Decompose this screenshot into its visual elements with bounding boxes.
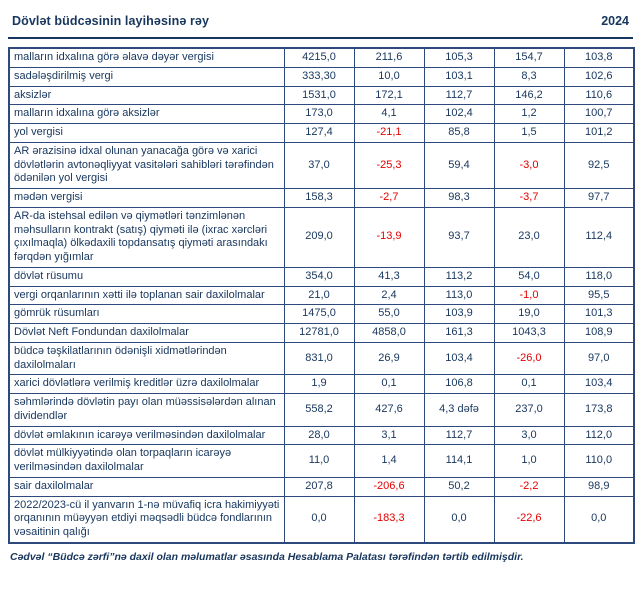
row-value: 85,8	[424, 124, 494, 143]
table-row	[9, 305, 634, 324]
row-label: malların idxalına görə aksizlər	[9, 105, 284, 124]
row-value: 106,8	[424, 375, 494, 394]
row-value: 207,8	[284, 477, 354, 496]
row-value: 112,0	[564, 426, 634, 445]
row-value: 172,1	[354, 86, 424, 105]
row-value: -26,0	[494, 342, 564, 375]
row-value: 1,5	[494, 124, 564, 143]
table-row	[9, 207, 634, 267]
page-title: Dövlət büdcəsinin layihəsinə rəy	[12, 14, 210, 28]
row-value: -3,7	[494, 189, 564, 208]
row-value: 98,9	[564, 477, 634, 496]
row-value: 1,4	[354, 445, 424, 478]
row-value: -3,0	[494, 142, 564, 188]
row-label: Dövlət Neft Fondundan daxilolmalar	[9, 324, 284, 343]
table-row	[9, 375, 634, 394]
row-value: 103,4	[424, 342, 494, 375]
row-value: 4,1	[354, 105, 424, 124]
table-row	[9, 394, 634, 427]
row-label: AR-da istehsal edilən və qiymətləri tənzimlənən məhsulların kontrakt (satış) qiyməti ilə (ixrac xərcləri çıxılmaqla) ölkədaxili topdansatış qiyməti arasındakı fərqdən yığımlar	[9, 207, 284, 267]
row-value: 95,5	[564, 286, 634, 305]
row-label: AR ərazisinə idxal olunan yanacağa görə və xarici dövlətlərin avtonəqliyyat vasitələri sahibləri tərəfindən ödənilən yol vergisi	[9, 142, 284, 188]
row-value: 12781,0	[284, 324, 354, 343]
row-value: 100,7	[564, 105, 634, 124]
table-row	[9, 124, 634, 143]
row-label: malların idxalına görə əlavə dəyər vergisi	[9, 48, 284, 67]
table-row	[9, 324, 634, 343]
row-value: 211,6	[354, 48, 424, 67]
row-value: 112,4	[564, 207, 634, 267]
row-value: 97,0	[564, 342, 634, 375]
row-value: -2,7	[354, 189, 424, 208]
row-value: 97,7	[564, 189, 634, 208]
table-row	[9, 105, 634, 124]
row-value: 1043,3	[494, 324, 564, 343]
row-value: 1475,0	[284, 305, 354, 324]
table-row	[9, 86, 634, 105]
table-row	[9, 496, 634, 543]
row-value: 333,30	[284, 67, 354, 86]
row-value: 103,9	[424, 305, 494, 324]
row-value: 102,4	[424, 105, 494, 124]
row-value: 19,0	[494, 305, 564, 324]
row-value: 23,0	[494, 207, 564, 267]
row-value: 2,4	[354, 286, 424, 305]
row-value: 0,0	[564, 496, 634, 543]
row-value: 92,5	[564, 142, 634, 188]
row-value: 11,0	[284, 445, 354, 478]
row-value: 1531,0	[284, 86, 354, 105]
row-value: 98,3	[424, 189, 494, 208]
table-row	[9, 477, 634, 496]
row-label: aksizlər	[9, 86, 284, 105]
row-value: 103,8	[564, 48, 634, 67]
table-row	[9, 445, 634, 478]
row-value: -22,6	[494, 496, 564, 543]
row-value: 41,3	[354, 267, 424, 286]
row-value: 1,2	[494, 105, 564, 124]
row-value: 26,9	[354, 342, 424, 375]
row-value: 127,4	[284, 124, 354, 143]
row-value: 113,2	[424, 267, 494, 286]
table-row	[9, 342, 634, 375]
budget-table-body	[9, 48, 634, 543]
row-value: 354,0	[284, 267, 354, 286]
row-value: 55,0	[354, 305, 424, 324]
row-value: 173,0	[284, 105, 354, 124]
row-value: 831,0	[284, 342, 354, 375]
row-value: 103,4	[564, 375, 634, 394]
row-value: -2,2	[494, 477, 564, 496]
header-year: 2024	[601, 14, 629, 28]
row-value: 59,4	[424, 142, 494, 188]
row-label: səhmlərində dövlətin payı olan müəssisələrdən alınan dividendlər	[9, 394, 284, 427]
row-value: 37,0	[284, 142, 354, 188]
row-value: 101,2	[564, 124, 634, 143]
row-value: 173,8	[564, 394, 634, 427]
row-label: mədən vergisi	[9, 189, 284, 208]
row-value: 103,1	[424, 67, 494, 86]
row-value: 102,6	[564, 67, 634, 86]
row-value: 110,0	[564, 445, 634, 478]
row-label: 2022/2023-cü il yanvarın 1-nə müvafiq icra hakimiyyəti orqanının müəyyən etdiyi məqsədli büdcə fondlarının vəsaitinin qalığı	[9, 496, 284, 543]
document-header	[8, 6, 633, 39]
row-value: 161,3	[424, 324, 494, 343]
row-value: -13,9	[354, 207, 424, 267]
table-row	[9, 142, 634, 188]
table-row	[9, 67, 634, 86]
row-value: 154,7	[494, 48, 564, 67]
row-value: -1,0	[494, 286, 564, 305]
row-value: 101,3	[564, 305, 634, 324]
row-label: sair daxilolmalar	[9, 477, 284, 496]
row-label: yol vergisi	[9, 124, 284, 143]
row-value: 10,0	[354, 67, 424, 86]
table-row	[9, 286, 634, 305]
row-value: 0,0	[284, 496, 354, 543]
row-value: 1,0	[494, 445, 564, 478]
row-value: -183,3	[354, 496, 424, 543]
row-value: 54,0	[494, 267, 564, 286]
row-value: 4215,0	[284, 48, 354, 67]
row-value: 110,6	[564, 86, 634, 105]
row-value: 113,0	[424, 286, 494, 305]
row-value: 237,0	[494, 394, 564, 427]
row-label: xarici dövlətlərə verilmiş kreditlər üzrə daxilolmalar	[9, 375, 284, 394]
row-value: 21,0	[284, 286, 354, 305]
row-value: 146,2	[494, 86, 564, 105]
row-value: -25,3	[354, 142, 424, 188]
row-value: 105,3	[424, 48, 494, 67]
row-value: 3,1	[354, 426, 424, 445]
row-label: dövlət mülkiyyətində olan torpaqların icarəyə verilməsindən daxilolmalar	[9, 445, 284, 478]
row-value: 4858,0	[354, 324, 424, 343]
table-row	[9, 48, 634, 67]
row-label: dövlət əmlakının icarəyə verilməsindən daxilolmalar	[9, 426, 284, 445]
row-value: 3,0	[494, 426, 564, 445]
row-value: 93,7	[424, 207, 494, 267]
row-value: -21,1	[354, 124, 424, 143]
row-value: 4,3 dəfə	[424, 394, 494, 427]
row-value: 0,0	[424, 496, 494, 543]
row-value: 114,1	[424, 445, 494, 478]
row-value: 427,6	[354, 394, 424, 427]
row-value: 1,9	[284, 375, 354, 394]
row-value: 108,9	[564, 324, 634, 343]
footnote: Cədvəl “Büdcə zərfi”nə daxil olan məlumatlar əsasında Hesablama Palatası tərəfindən tərtib edilmişdir.	[10, 550, 524, 563]
row-label: vergi orqanlarının xətti ilə toplanan sair daxilolmalar	[9, 286, 284, 305]
row-value: 50,2	[424, 477, 494, 496]
row-label: büdcə təşkilatlarının ödənişli xidmətlərindən daxilolmaları	[9, 342, 284, 375]
table-row	[9, 189, 634, 208]
row-value: 558,2	[284, 394, 354, 427]
row-value: 209,0	[284, 207, 354, 267]
row-value: 118,0	[564, 267, 634, 286]
row-label: sadələşdirilmiş vergi	[9, 67, 284, 86]
row-value: 28,0	[284, 426, 354, 445]
row-value: 0,1	[354, 375, 424, 394]
row-value: 0,1	[494, 375, 564, 394]
row-label: dövlət rüsumu	[9, 267, 284, 286]
table-row	[9, 267, 634, 286]
row-value: 112,7	[424, 426, 494, 445]
row-value: 8,3	[494, 67, 564, 86]
budget-table	[8, 47, 635, 544]
row-value: 112,7	[424, 86, 494, 105]
row-value: 158,3	[284, 189, 354, 208]
row-label: gömrük rüsumları	[9, 305, 284, 324]
row-value: -206,6	[354, 477, 424, 496]
table-row	[9, 426, 634, 445]
